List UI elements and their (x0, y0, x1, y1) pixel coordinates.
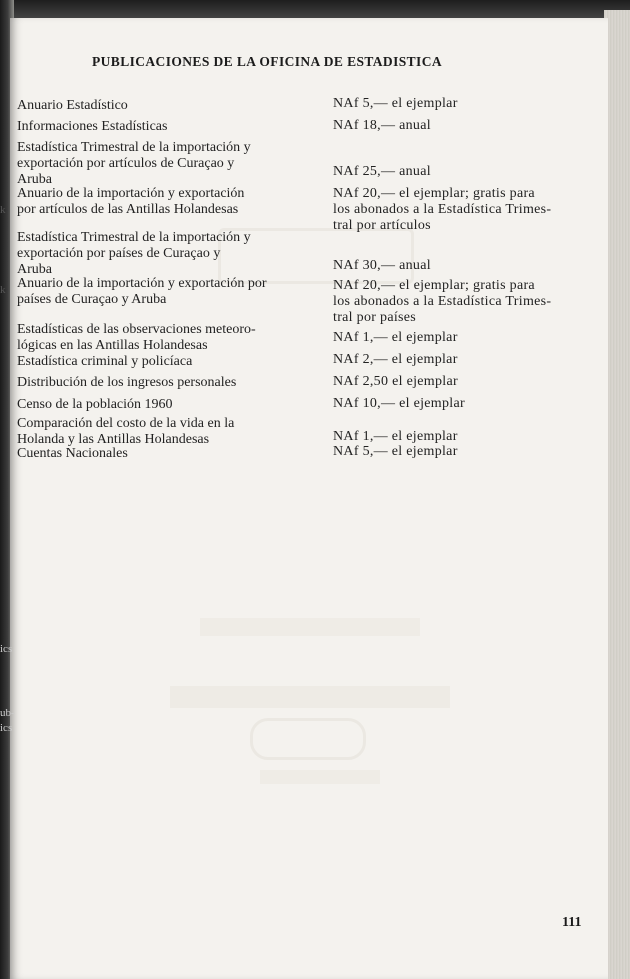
margin-fragment: ub- (0, 707, 15, 719)
publication-title-line: Censo de la población 1960 (17, 397, 173, 412)
publication-price-line: NAf 30,— anual (333, 258, 431, 273)
publication-title-line: Aruba (17, 262, 52, 277)
publication-title-line: Estadísticas de las observaciones meteoro- (17, 322, 256, 337)
margin-fragment: ics (0, 722, 13, 734)
publication-price-line: NAf 2,50 el ejemplar (333, 374, 458, 389)
publication-price (333, 352, 585, 368)
publication-price (333, 374, 585, 390)
publication-title (17, 397, 293, 413)
publication-price-line: los abonados a la Estadística Trimes- (333, 294, 552, 309)
publication-title-line: exportación por artículos de Curaçao y (17, 156, 235, 171)
publication-price-line: NAf 5,— el ejemplar (333, 96, 458, 111)
publication-price-line: NAf 1,— el ejemplar (333, 429, 458, 444)
publication-title-line: Cuentas Nacionales (17, 446, 128, 461)
publication-title (17, 119, 293, 135)
publication-price (333, 429, 585, 445)
publication-title (17, 98, 293, 114)
publication-title-line: Anuario Estadístico (17, 98, 128, 113)
publication-price-line: NAf 25,— anual (333, 164, 431, 179)
publication-price (333, 258, 585, 274)
publication-title-line: países de Curaçao y Aruba (17, 292, 167, 307)
publication-title (17, 322, 293, 354)
publication-title-line: Aruba (17, 172, 52, 187)
publication-title (17, 230, 293, 278)
publication-title-line: Informaciones Estadísticas (17, 119, 168, 134)
publication-title-line: Comparación del costo de la vida en la (17, 416, 235, 431)
page-number: 111 (562, 915, 582, 930)
show-through-mark (250, 718, 366, 760)
publication-price-line: tral por países (333, 310, 417, 325)
publication-price-line: NAf 2,— el ejemplar (333, 352, 458, 367)
publication-title (17, 276, 293, 308)
publication-price-line: los abonados a la Estadística Trimes- (333, 202, 552, 217)
publication-title (17, 140, 293, 188)
publication-title (17, 375, 293, 391)
page-title: PUBLICACIONES DE LA OFICINA DE ESTADISTICA (92, 54, 443, 69)
show-through-mark (170, 686, 450, 708)
publication-price-line: NAf 20,— el ejemplar; gratis para (333, 186, 535, 201)
margin-fragment: ics (0, 643, 13, 655)
publication-title-line: exportación por países de Curaçao y (17, 246, 221, 261)
margin-fragment: k (0, 284, 6, 296)
publication-title-line: por artículos de las Antillas Holandesas (17, 202, 239, 217)
publication-title-line: Estadística Trimestral de la importación y (17, 230, 251, 245)
publication-price (333, 118, 585, 134)
publication-price (333, 96, 585, 112)
publication-price (333, 444, 585, 460)
show-through-mark (260, 770, 380, 784)
publication-title-line: Estadística criminal y policíaca (17, 354, 193, 369)
show-through-mark (200, 618, 420, 636)
publication-title (17, 354, 293, 370)
publication-title (17, 416, 293, 448)
publication-price-line: NAf 1,— el ejemplar (333, 330, 458, 345)
publication-price-line: NAf 20,— el ejemplar; gratis para (333, 278, 535, 293)
margin-fragment: k (0, 204, 6, 216)
publication-price-line: NAf 10,— el ejemplar (333, 396, 465, 411)
publication-price-line: NAf 5,— el ejemplar (333, 444, 458, 459)
publication-title-line: Estadística Trimestral de la importación y (17, 140, 251, 155)
publication-title-line: Anuario de la importación y exportación por (17, 276, 267, 291)
publication-price (333, 396, 585, 412)
publication-price (333, 186, 585, 234)
publication-title-line: Anuario de la importación y exportación (17, 186, 245, 201)
publication-price-line: NAf 18,— anual (333, 118, 431, 133)
publication-price-line: tral por artículos (333, 218, 431, 233)
publication-title (17, 446, 293, 462)
publication-price (333, 164, 585, 180)
publication-price (333, 278, 585, 326)
publication-title-line: Holanda y las Antillas Holandesas (17, 432, 210, 447)
publication-price (333, 330, 585, 346)
publication-title (17, 186, 293, 218)
publication-title-line: Distribución de los ingresos personales (17, 375, 237, 390)
publication-title-line: lógicas en las Antillas Holandesas (17, 338, 208, 353)
